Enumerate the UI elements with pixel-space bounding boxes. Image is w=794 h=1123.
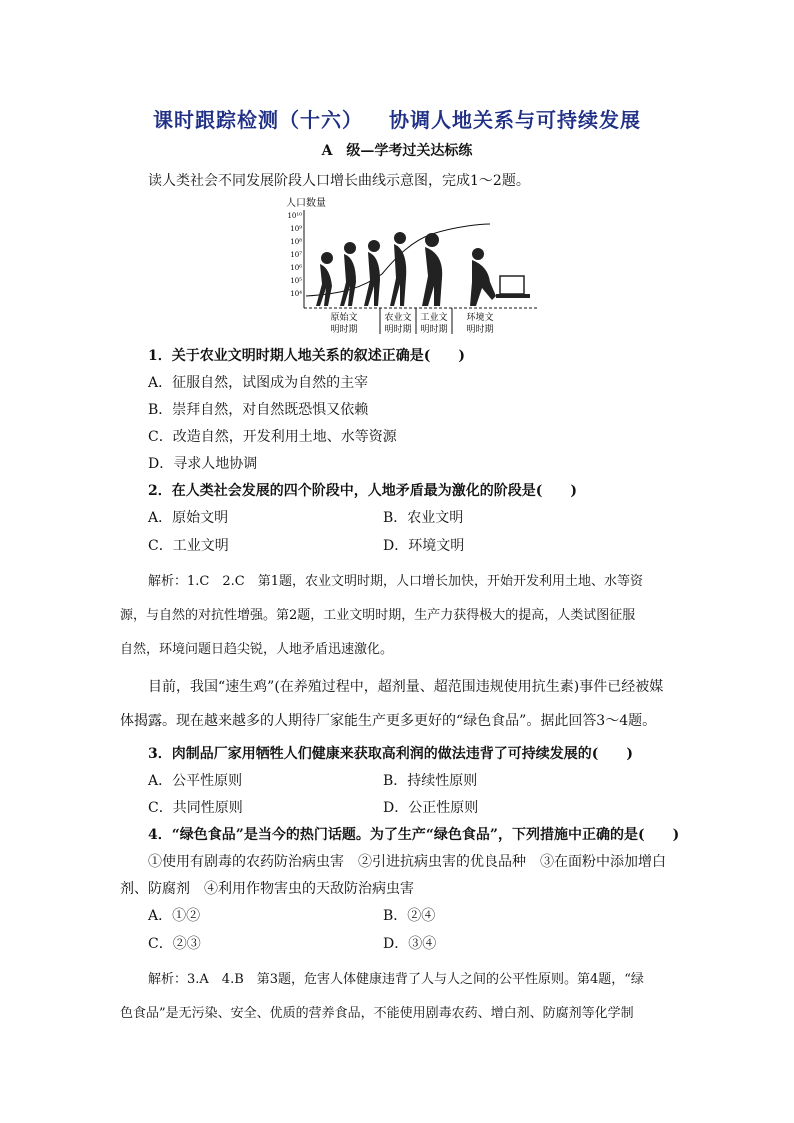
question-2-option-c[interactable]: C．工业文明: [148, 538, 229, 554]
stage-label: 工业文: [420, 313, 448, 323]
question-3-option-c[interactable]: C．共同性原则: [148, 800, 243, 816]
intro-text-2-line-2: 体揭露。现在越来越多的人期待厂家能生产更多更好的“绿色食品”。据此回答3～4题。: [120, 713, 657, 729]
question-4-option-a[interactable]: A．①②: [148, 908, 201, 924]
ytick: 10⁸: [290, 238, 302, 246]
human-evolution-figures: [316, 232, 530, 306]
ytick: 10⁴: [290, 290, 302, 298]
question-4-option-b[interactable]: B．②④: [383, 908, 436, 924]
analysis-1-line-2: 源，与自然的对抗性增强。第2题，工业文明时期，生产力获得极大的提高，人类试图征服: [120, 608, 636, 623]
title-part2: 协调人地关系与可持续发展: [389, 108, 641, 132]
question-3-option-a[interactable]: A．公平性原则: [148, 773, 243, 789]
page-title: [0, 104, 794, 133]
stage-label: 原始文: [330, 313, 358, 323]
ytick: 10¹⁰: [287, 212, 302, 220]
question-2-option-a[interactable]: A．原始文明: [148, 510, 229, 526]
stage-label: 农业文: [384, 313, 412, 323]
question-3-option-b[interactable]: B．持续性原则: [383, 773, 478, 789]
title-part1: 课时跟踪检测（十六）: [153, 108, 363, 132]
question-4-option-d[interactable]: D．③④: [383, 936, 437, 952]
population-chart-svg: [282, 196, 542, 336]
figure-ylabel: 人口数量: [286, 198, 326, 209]
analysis-2-line-1: 解析：3.A 4.B 第3题，危害人体健康违背了人与人之间的公平性原则。第4题，“绿: [148, 972, 644, 987]
ytick: 10⁵: [290, 277, 302, 285]
question-1-stem: 1．关于农业文明时期人地关系的叙述正确是( ): [148, 348, 465, 364]
question-4-items-line-1: ①使用有剧毒的农药防治病虫害 ②引进抗病虫害的优良品种 ③在面粉中添加增白: [148, 854, 666, 870]
question-1-option-a[interactable]: A．征服自然，试图成为自然的主宰: [148, 375, 369, 391]
question-1-option-c[interactable]: C．改造自然，开发利用土地、水等资源: [148, 429, 397, 445]
stage-label: 明时期: [384, 325, 412, 335]
ytick: 10⁷: [290, 251, 302, 259]
question-4-option-c[interactable]: C．②③: [148, 936, 201, 952]
question-1-option-d[interactable]: D．寻求人地协调: [148, 456, 258, 472]
analysis-1-line-3: 自然，环境问题日趋尖锐，人地矛盾迅速激化。: [120, 642, 394, 657]
question-1-option-b[interactable]: B．崇拜自然，对自然既恐惧又依赖: [148, 402, 369, 418]
question-3-stem: 3．肉制品厂家用牺牲人们健康来获取高利润的做法违背了可持续发展的( ): [148, 746, 633, 762]
question-2-stem: 2．在人类社会发展的四个阶段中，人地矛盾最为激化的阶段是( ): [148, 483, 577, 499]
stage-label: 环境文: [466, 313, 494, 323]
question-2-option-b[interactable]: B．农业文明: [383, 510, 464, 526]
stage-label: 明时期: [330, 325, 358, 335]
intro-text-2-line-1: 目前，我国“速生鸡”(在养殖过程中，超剂量、超范围违规使用抗生素)事件已经被媒: [148, 679, 664, 695]
analysis-1-line-1: 解析：1.C 2.C 第1题，农业文明时期，人口增长加快，开始开发利用土地、水等资: [148, 574, 643, 589]
stage-label: 明时期: [420, 325, 448, 335]
intro-text-1: 读人类社会不同发展阶段人口增长曲线示意图，完成1～2题。: [148, 173, 530, 189]
question-4-stem: 4．“绿色食品”是当今的热门话题。为了生产“绿色食品”，下列措施中正确的是( ): [148, 827, 680, 843]
ytick: 10⁹: [290, 225, 302, 233]
analysis-2-line-2: 色食品”是无污染、安全、优质的营养食品，不能使用剧毒农药、增白剂、防腐剂等化学制: [120, 1006, 634, 1021]
stage-label: 明时期: [466, 325, 494, 335]
question-2-option-d[interactable]: D．环境文明: [383, 538, 465, 554]
ytick: 10⁶: [290, 264, 302, 272]
question-3-option-d[interactable]: D．公正性原则: [383, 800, 479, 816]
question-4-items-line-2: 剂、防腐剂 ④利用作物害虫的天敌防治病虫害: [120, 881, 414, 897]
section-subtitle: A 级—学考过关达标练: [321, 143, 473, 159]
population-figure: [282, 196, 542, 336]
